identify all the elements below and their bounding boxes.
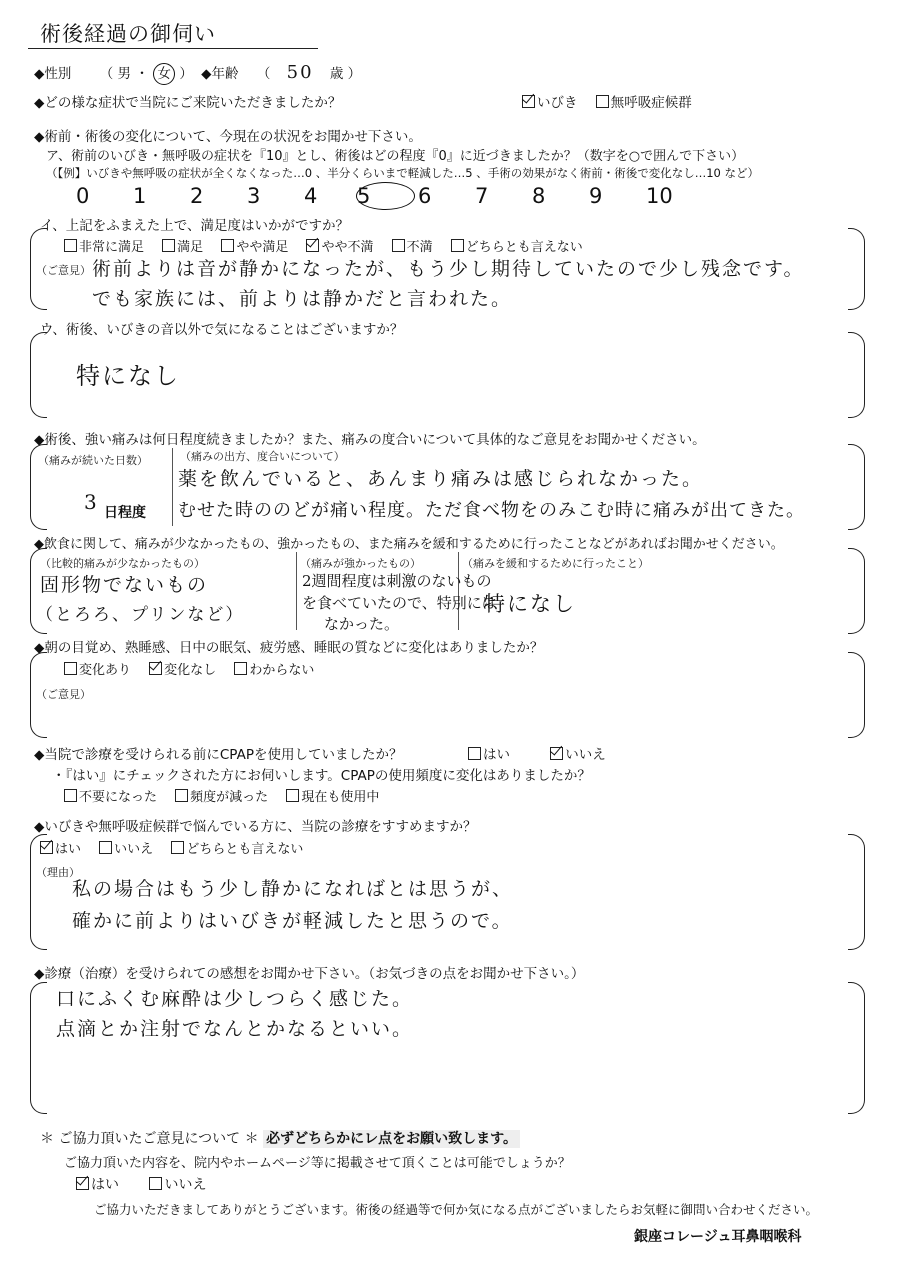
q2-b-text: イ、上記をふまえた上で、満足度はいかがですか？ <box>40 218 350 234</box>
reason-box-right <box>848 834 865 950</box>
sleep-options <box>64 659 314 678</box>
checkbox-recommend-neither[interactable] <box>171 841 184 854</box>
checkbox-apnea[interactable] <box>596 95 609 108</box>
scale-1[interactable]: 1 <box>133 184 147 208</box>
q1-opt-ibiki: いびき <box>537 95 578 111</box>
pain-detail-label: （痛みの出方、度合いについて） <box>180 450 345 463</box>
scale-8[interactable]: 8 <box>532 184 546 208</box>
checkbox-still-using[interactable] <box>286 789 299 802</box>
checkbox-recommend-no[interactable] <box>99 841 112 854</box>
checkbox-satisfied[interactable] <box>162 239 175 252</box>
scale-3[interactable]: 3 <box>247 184 261 208</box>
title-underline <box>28 48 318 49</box>
satisfaction-opinion-line1: 術前よりは音が静かになったが、もう少し期待していたので少し残念です。 <box>92 258 805 280</box>
checkbox-cpap-no[interactable] <box>550 747 563 760</box>
reason-line1: 私の場合はもう少し静かになればとは思うが、 <box>72 878 514 900</box>
food-relief-answer: 特になし <box>484 592 576 616</box>
checkbox-unknown[interactable] <box>234 662 247 675</box>
food-relief-label: （痛みを緩和するために行ったこと） <box>462 557 649 570</box>
opt-reduced: 頻度が減った <box>190 790 269 805</box>
pain-days-unit: 日程度 <box>104 505 146 521</box>
scale-2[interactable]: 2 <box>190 184 204 208</box>
opt-changed: 変化あり <box>79 663 132 678</box>
footer-note-bold: 必ずどちらかにレ点をお願い致します。 <box>263 1130 520 1148</box>
scale-10[interactable]: 10 <box>646 184 673 208</box>
opt-publish-yes: はい <box>91 1177 119 1193</box>
q4-question: ◆飲食に関して、痛みが少なかったもの、強かったもの、また痛みを緩和するために行ったことなどがあればお聞かせください。 <box>34 537 784 552</box>
footer-note-head: ＊ ご協力頂いたご意見について ＊ <box>40 1131 259 1147</box>
checkbox-unnecessary[interactable] <box>64 789 77 802</box>
opt-cpap-no: いいえ <box>565 747 606 763</box>
checkbox-dissatisfied[interactable] <box>392 239 405 252</box>
pain-detail-line2: むせた時ののどが痛い程度。ただ食べ物をのみこむ時に痛みが出てきた。 <box>178 500 805 521</box>
q7-question: ◆いびきや無呼吸症候群で悩んでいる方に、当院の診療をすすめますか？ <box>34 819 477 835</box>
opt-dissatisfied: 不満 <box>406 240 433 255</box>
food-strong-line1: 2週間程度は刺激のないもの <box>302 572 492 590</box>
food-box-right <box>848 548 865 634</box>
q6-options <box>468 743 606 763</box>
impression-line1: 口にふくむ麻酔は少しつらく感じた。 <box>56 988 414 1010</box>
footer-thanks: ご協力いただきましてありがとうございます。術後の経過等で何か気になる点がございましたらお気軽に御問い合わせください。 <box>94 1202 819 1217</box>
checkbox-somewhat-dissatisfied[interactable] <box>306 239 319 252</box>
scale-9[interactable]: 9 <box>589 184 603 208</box>
checkbox-neither[interactable] <box>451 239 464 252</box>
food-divider-1 <box>296 552 297 630</box>
scale-row <box>76 182 703 210</box>
opt-satisfied: 満足 <box>177 240 204 255</box>
pain-box-right <box>848 444 865 530</box>
checkbox-very-satisfied[interactable] <box>64 239 77 252</box>
food-divider-2 <box>458 552 459 630</box>
opt-unnecessary: 不要になった <box>79 790 158 805</box>
clinic-name: 銀座コレージュ耳鼻咽喉科 <box>634 1229 802 1245</box>
checkbox-reduced[interactable] <box>175 789 188 802</box>
footer-note <box>40 1128 520 1148</box>
age-label: ◆年齢 <box>201 66 239 82</box>
checkbox-publish-yes[interactable] <box>76 1177 89 1190</box>
scale-5-circle: 5 <box>356 182 415 210</box>
pain-days-value: 3 <box>84 490 99 514</box>
scale-4[interactable]: 4 <box>304 184 318 208</box>
satisfaction-opinion-line2: でも家族には、前よりは静かだと言われた。 <box>92 288 513 310</box>
other-box-right <box>848 332 865 418</box>
satisfaction-box-right <box>848 228 865 310</box>
food-less-label: （比較的痛みが少なかったもの） <box>40 557 205 570</box>
publish-options <box>76 1174 206 1194</box>
food-strong-line3: なかった。 <box>324 615 400 633</box>
q2-example: （【例】いびきや無呼吸の症状が全くなくなった…0 、半分くらいまで軽減した…5 、手術の効果がなく術前・術後で変化なし…10 など） <box>46 166 759 180</box>
food-less-line1: 固形物でないもの <box>40 574 209 596</box>
scale-5-selected[interactable] <box>357 182 418 210</box>
pain-days-label: （痛みが続いた日数） <box>38 454 148 467</box>
q2-question: ◆術前・術後の変化について、今現在の状況をお聞かせ下さい。 <box>34 129 422 145</box>
q1-options <box>522 91 692 111</box>
q6-question: ◆当院で診療を受けられる前にCPAPを使用していましたか？ <box>34 747 403 763</box>
pain-divider <box>172 448 173 526</box>
q2-a-text: ア、術前のいびき・無呼吸の症状を『10』とし、術後はどの程度『0』に近づきましたか？（数字を○で囲んで下さい） <box>46 149 745 164</box>
opt-still-using: 現在も使用中 <box>301 790 380 805</box>
food-strong-line2: を食べていたので、特別には <box>302 594 497 612</box>
impression-box-left <box>30 982 47 1114</box>
sex-male[interactable]: 男 <box>117 66 131 82</box>
opt-somewhat-dissatisfied: やや不満 <box>321 240 374 255</box>
q1-opt-apnea: 無呼吸症候群 <box>610 95 692 111</box>
page-title: 術後経過の御伺い <box>40 22 216 46</box>
checkbox-publish-no[interactable] <box>149 1177 162 1190</box>
age-value[interactable]: 50 <box>286 62 314 83</box>
sex-female-circled[interactable]: 女 <box>153 63 175 85</box>
scale-0[interactable]: 0 <box>76 184 90 208</box>
cpap-sub-options <box>64 786 379 805</box>
opt-neither: どちらとも言えない <box>465 240 583 255</box>
q3-question: ◆術後、強い痛みは何日程度続きましたか？また、痛みの度合いについて具体的なご意見をお聞かせください。 <box>34 432 706 448</box>
reason-label: （理由） <box>36 866 80 879</box>
reason-box-left <box>30 834 47 950</box>
profile-row: ◆性別 （ 男 ・ 女 ） ◆年齢 （ 50 歳 ） <box>34 62 362 83</box>
other-answer: 特になし <box>76 362 180 390</box>
recommend-options <box>40 838 303 857</box>
reason-line2: 確かに前よりはいびきが軽減したと思うので。 <box>72 910 513 932</box>
food-less-line2: （とろろ、プリンなど） <box>36 605 245 625</box>
opt-somewhat-satisfied: やや満足 <box>236 240 289 255</box>
sleep-opinion-label: （ご意見） <box>36 688 91 701</box>
scale-6[interactable]: 6 <box>418 184 432 208</box>
sex-label: ◆性別 <box>34 66 72 82</box>
checkbox-no-change[interactable] <box>149 662 162 675</box>
checkbox-changed[interactable] <box>64 662 77 675</box>
opt-no-change: 変化なし <box>164 663 217 678</box>
opt-very-satisfied: 非常に満足 <box>79 240 145 255</box>
opt-recommend-yes: はい <box>55 842 82 857</box>
impression-line2: 点滴とか注射でなんとかなるといい。 <box>56 1018 414 1040</box>
scale-7[interactable]: 7 <box>475 184 489 208</box>
footer-question: ご協力頂いた内容を、院内やホームページ等に掲載させて頂くことは可能でしょうか？ <box>64 1156 571 1171</box>
pain-detail-line1: 薬を飲んでいると、あんまり痛みは感じられなかった。 <box>178 468 704 490</box>
checkbox-cpap-yes[interactable] <box>468 747 481 760</box>
age-unit: 歳 <box>329 66 344 82</box>
opt-publish-no: いいえ <box>164 1177 207 1193</box>
q5-question: ◆朝の目覚め、熟睡感、日中の眠気、疲労感、睡眠の質などに変化はありましたか？ <box>34 640 544 656</box>
other-box-left <box>30 332 47 418</box>
checkbox-ibiki[interactable] <box>522 95 535 108</box>
q8-question: ◆診療（治療）を受けられての感想をお聞かせ下さい。（お気づきの点をお聞かせ下さい。） <box>34 966 585 982</box>
satisfaction-options <box>64 236 583 255</box>
sex-separator: ・ <box>135 66 149 82</box>
satisfaction-opinion-label: （ご意見） <box>36 264 91 277</box>
q1-question: ◆どの様な症状で当院にご来院いただきましたか？ <box>34 95 342 111</box>
q2-c-text: ウ、術後、いびきの音以外で気になることはございますか？ <box>40 322 404 338</box>
q6-sub: ・『はい』にチェックされた方にお伺いします。CPAPの使用頻度に変化はありましたか？ <box>52 768 591 784</box>
opt-unknown: わからない <box>249 663 315 678</box>
impression-box-right <box>848 982 865 1114</box>
food-strong-label: （痛みが強かったもの） <box>300 557 421 570</box>
checkbox-somewhat-satisfied[interactable] <box>221 239 234 252</box>
sleep-box-right <box>848 652 865 738</box>
opt-recommend-no: いいえ <box>114 842 154 857</box>
opt-recommend-neither: どちらとも言えない <box>186 842 304 857</box>
opt-cpap-yes: はい <box>483 747 510 763</box>
